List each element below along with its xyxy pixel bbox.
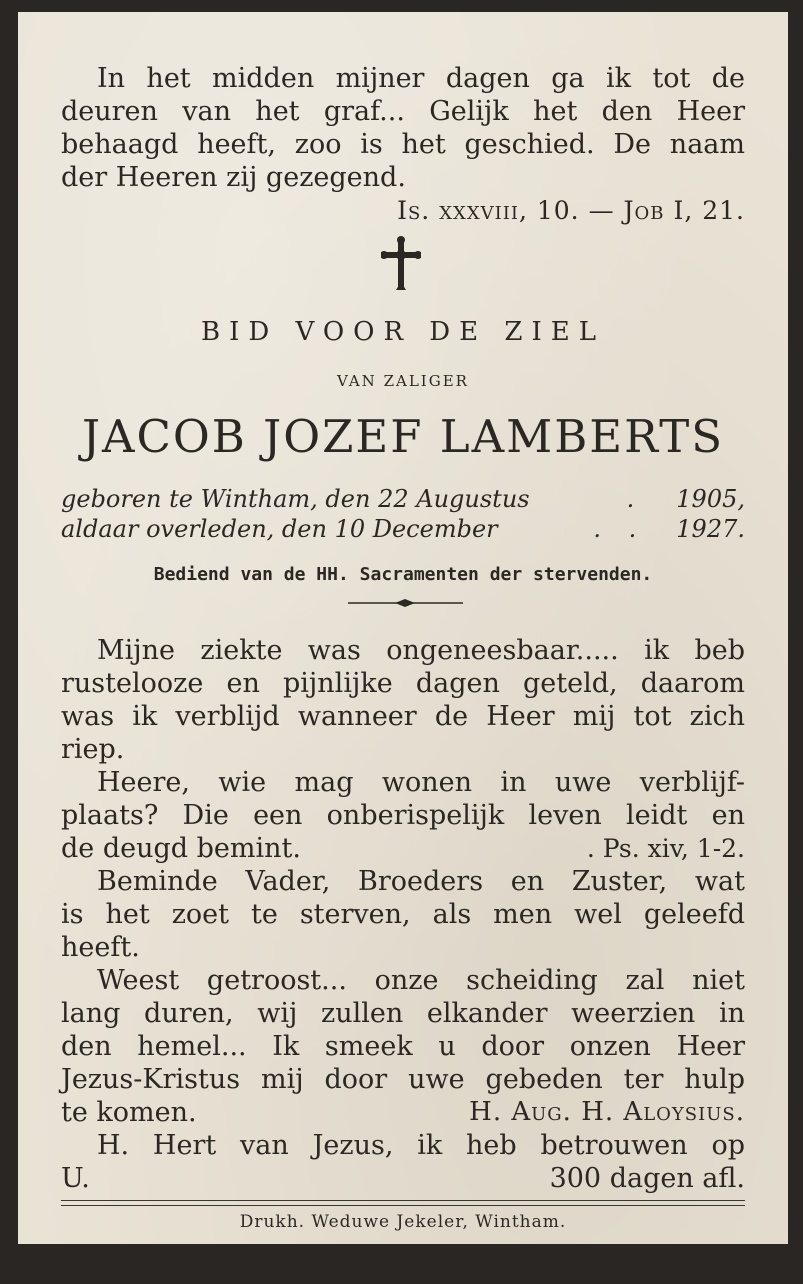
- death-dots: . .: [593, 515, 647, 543]
- body-p1-line-2: rustelooze en pijnlijke dagen geteld, daarom: [61, 668, 745, 699]
- verse-line-1: In het midden mijner dagen ga ik tot de: [97, 63, 745, 94]
- saints-signature: H. Aug. H. Aloysius.: [469, 1097, 745, 1127]
- body-p4-line-2: lang duren, wij zullen elkander weerzien in: [61, 998, 745, 1029]
- verse-line-4: der Heeren zij gezegend.: [61, 162, 406, 193]
- death-year: 1927.: [676, 515, 745, 543]
- verse-line-2: deuren van het graf... Gelijk het den Heer: [61, 96, 745, 127]
- verse-line-3: behaagd heeft, zoo is het geschied. De naam: [61, 129, 745, 160]
- van-zaliger-heading: VAN ZALIGER: [337, 372, 469, 390]
- birth-text: geboren te Wintham, den 22 Augustus: [61, 485, 530, 513]
- death-text: aldaar overleden, den 10 December: [61, 515, 498, 543]
- life-dates: [61, 484, 745, 544]
- prayer-heading: BID VOOR DE ZIEL: [201, 317, 605, 347]
- body-p1-line-3: was ik verblijd wanneer de Heer mij tot zich: [61, 701, 745, 732]
- body-p3-line-1: Beminde Vader, Broeders en Zuster, wat: [97, 866, 745, 897]
- sacraments-line: Bediend van de HH. Sacramenten der stervenden.: [153, 564, 653, 585]
- body-p4-line-4: Jezus-Kristus mij door uwe gebeden ter hulp: [61, 1064, 745, 1095]
- verse-reference: Is. xxxviii, 10. — Job I, 21.: [397, 196, 745, 225]
- footer-rule-bottom: [61, 1205, 745, 1206]
- psalm-reference: . Ps. xiv, 1-2.: [586, 834, 745, 863]
- body-p4-last-row: [61, 1096, 745, 1129]
- body-p4-line-5: te komen.: [61, 1097, 197, 1128]
- body-p1-line-4: riep.: [61, 734, 125, 765]
- body-p2-line-3: de deugd bemint.: [61, 833, 301, 864]
- body-p2-line-2: plaats? Die een onberispelijk leven leidt en: [61, 800, 745, 831]
- footer-rule-top: [61, 1200, 745, 1201]
- body-p2-line-1: Heere, wie mag wonen in uwe verblijf-: [97, 767, 745, 798]
- body-p5-last-row: [61, 1162, 745, 1195]
- body-p3-line-2: is het zoet te sterven, als men wel geleefd: [61, 899, 745, 930]
- body-p3-line-3: heeft.: [61, 932, 140, 963]
- deceased-name: JACOB JOZEF LAMBERTS: [81, 410, 725, 463]
- memorial-card: [18, 12, 788, 1244]
- indulgence-note: 300 dagen afl.: [549, 1163, 745, 1194]
- body-p2-last-row: [61, 832, 745, 865]
- printer-imprint: Drukh. Weduwe Jekeler, Wintham.: [239, 1212, 567, 1232]
- birth-dots: .: [626, 485, 635, 513]
- body-p4-line-3: den hemel... Ik smeek u door onzen Heer: [61, 1031, 745, 1062]
- ornament-divider: [348, 598, 463, 608]
- birth-year: 1905,: [676, 485, 745, 513]
- ornate-cross-icon: [381, 236, 421, 292]
- body-p5-line-1: H. Hert van Jezus, ik heb betrouwen op: [97, 1130, 745, 1161]
- body-p5-line-2: U.: [61, 1163, 90, 1194]
- body-p4-line-1: Weest getroost... onze scheiding zal niet: [97, 965, 745, 996]
- body-p1-line-1: Mijne ziekte was ongeneesbaar..... ik beb: [97, 635, 745, 666]
